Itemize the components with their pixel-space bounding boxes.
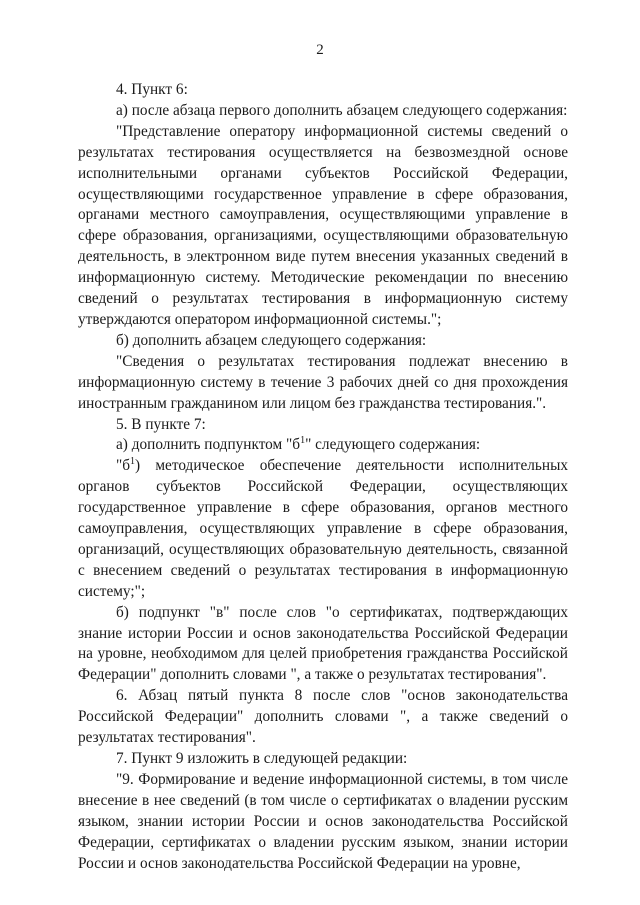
- superscript: 1: [300, 435, 306, 447]
- paragraph-subitem-b: б) дополнить абзацем следующего содержания:: [116, 331, 427, 349]
- page-number: 2: [316, 42, 324, 58]
- paragraph-subitem-b: б) подпункт "в" после слов "о сертификатах, подтверждающих знание истории России и основ законодательства Российской Федерации на уровне, необходимом для целей приобретения гражданства Российской Федерации" дополнить словами ", а также о результатах тестирования".: [78, 603, 568, 684]
- paragraph-subitem-a: [78, 435, 568, 456]
- paragraph-subitem-a: а) после абзаца первого дополнить абзацем следующего содержания:: [116, 101, 568, 119]
- text-segment: " следующего содержания:: [305, 436, 481, 454]
- paragraph-item-6: 6. Абзац пятый пункта 8 после слов "основ законодательства Российской Федерации" дополнить словами ", а также сведений о результатах тестирования".: [78, 687, 568, 747]
- paragraph-item-5: 5. В пункте 7:: [116, 415, 206, 433]
- paragraph-item-4: 4. Пункт 6:: [116, 81, 188, 98]
- paragraph-quoted-text: [78, 456, 568, 602]
- paragraph-quoted-text: "9. Формирование и ведение информационной системы, в том числе внесение в нее сведений (в том числе о сертификатах о владении русским языком, знании истории России и основ законодательства Российской Федерации, сертификатах о владении русским языком, знании истории России и основ законодательства Российской Федерации на уровне,: [78, 770, 568, 872]
- document-body: [78, 80, 568, 874]
- text-segment: ) методическое обеспечение деятельности исполнительных органов субъектов Российской Федерации, осуществляющих государственное управление в сфере образования, органов местного самоуправления, осуществляющих управление в сфере образования, организаций, осуществляющих образовательную деятельность, связанной с внесением сведений о результатах тестирования в информационную систему;";: [78, 457, 568, 600]
- paragraph-quoted-text: "Представление оператору информационной системы сведений о результатах тестирования осуществляется на безвозмездной основе исполнительными органами субъектов Российской Федерации, осуществляющими государственное управление в сфере образования, органами местного самоуправления, осуществляющими управление в сфере образования, организациями, осуществляющими образовательную деятельность, в электронном виде путем внесения указанных сведений в информационную систему. Методические рекомендации по внесению сведений о результатах тестирования в информационную систему утверждаются оператором информационной системы.";: [78, 122, 568, 328]
- text-segment: "б: [116, 457, 131, 475]
- superscript: 1: [130, 456, 136, 468]
- text-segment: а) дополнить подпунктом "б: [116, 436, 301, 454]
- paragraph-quoted-text: "Сведения о результатах тестирования подлежат внесению в информационную систему в течение 3 рабочих дней со дня прохождения иностранным гражданином или лицом без гражданства тестирования.".: [78, 352, 568, 412]
- paragraph-item-7: 7. Пункт 9 изложить в следующей редакции:: [116, 750, 408, 767]
